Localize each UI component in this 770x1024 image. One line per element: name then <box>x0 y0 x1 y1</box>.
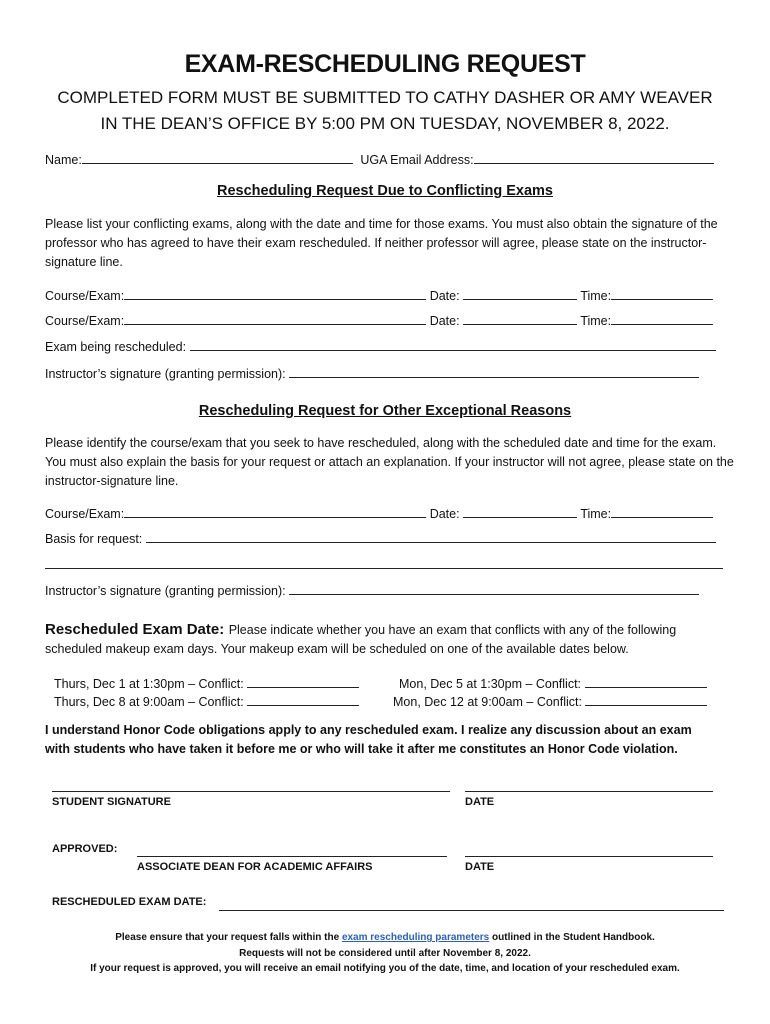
date-field-1[interactable] <box>463 286 577 300</box>
conflict-field-dec8[interactable] <box>247 692 359 706</box>
course-label: Course/Exam: <box>45 507 125 521</box>
associate-dean-label: ASSOCIATE DEAN FOR ACADEMIC AFFAIRS <box>137 861 373 873</box>
student-signature-label: STUDENT SIGNATURE <box>52 796 171 808</box>
footer-line-1-post: outlined in the Student Handbook. <box>492 932 655 943</box>
section3-text-2: scheduled makeup exam days. Your makeup exam will be scheduled on one of the available dates below. <box>45 642 629 656</box>
approved-label: APPROVED: <box>52 843 118 855</box>
course-exam-field-1[interactable] <box>124 286 426 300</box>
subtitle-line-1: COMPLETED FORM MUST BE SUBMITTED TO CATHY DASHER OR AMY WEAVER <box>57 88 713 107</box>
date-label: Date: <box>429 314 460 328</box>
footer-line-1 <box>0 932 770 943</box>
option-dec1 <box>54 674 359 691</box>
basis-row <box>45 529 716 546</box>
exam-rescheduling-parameters-link[interactable]: exam rescheduling parameters <box>341 932 490 943</box>
course-label: Course/Exam: <box>45 289 125 303</box>
time-label: Time: <box>580 507 612 521</box>
conflict-field-dec1[interactable] <box>247 674 359 688</box>
option-dec1-label: Thurs, Dec 1 at 1:30pm – Conflict: <box>54 677 244 691</box>
student-signature-field[interactable] <box>52 791 450 792</box>
section1-heading: Rescheduling Request Due to Conflicting Exams <box>217 183 553 199</box>
section2-paragraph: Please identify the course/exam that you seek to have rescheduled, along with the scheduled date and time for the exam. You must also explain the basis for your request or attach an explanation. If your instructor will not agree, please state on the instructor-signature line. <box>45 436 734 488</box>
option-dec8 <box>54 692 359 709</box>
time-label: Time: <box>580 289 612 303</box>
course-label: Course/Exam: <box>45 314 125 328</box>
time-label: Time: <box>580 314 612 328</box>
honor-code-line-1: I understand Honor Code obligations apply to any rescheduled exam. I realize any discussion about an exam <box>45 723 692 737</box>
name-field-row <box>45 150 714 167</box>
section2-heading: Rescheduling Request for Other Exceptional Reasons <box>198 403 572 419</box>
time-field-2[interactable] <box>611 311 713 325</box>
instructor-signature-row-2 <box>45 581 699 598</box>
exam-rescheduled-field[interactable] <box>190 337 716 351</box>
footer-line-3: If your request is approved, you will receive an email notifying you of the date, time, and location of your rescheduled exam. <box>90 963 680 974</box>
exam-rescheduled-row <box>45 337 716 354</box>
section3-heading: Rescheduled Exam Date: <box>45 621 225 638</box>
page-title: EXAM-RESCHEDULING REQUEST <box>184 50 586 78</box>
date-field-3[interactable] <box>463 504 577 518</box>
instructor-signature-label: Instructor’s signature (granting permission): <box>45 584 286 598</box>
subtitle-line-2: IN THE DEAN’S OFFICE BY 5:00 PM ON TUESDAY, NOVEMBER 8, 2022. <box>100 114 670 133</box>
instructor-signature-row-1 <box>45 364 699 381</box>
basis-field-continued[interactable] <box>45 568 723 569</box>
basis-label: Basis for request: <box>45 532 143 546</box>
rescheduled-exam-date-intro <box>45 621 676 639</box>
name-label: Name: <box>45 153 82 167</box>
course-exam-field-3[interactable] <box>124 504 426 518</box>
name-field[interactable] <box>82 150 353 164</box>
student-date-field[interactable] <box>465 791 713 792</box>
exceptional-row <box>45 504 713 521</box>
time-field-1[interactable] <box>611 286 713 300</box>
conflict-field-dec12[interactable] <box>585 692 707 706</box>
instructor-signature-label: Instructor’s signature (granting permission): <box>45 367 286 381</box>
conflict-field-dec5[interactable] <box>585 674 707 688</box>
option-dec12 <box>393 692 707 709</box>
conflict-row-1 <box>45 286 713 303</box>
section1-paragraph: Please list your conflicting exams, along with the date and time for those exams. You must also obtain the signature of the professor who has agreed to have their exam rescheduled. If neither professor will agree, please state on the instructor-signature line. <box>45 217 718 269</box>
course-exam-field-2[interactable] <box>124 311 426 325</box>
instructor-signature-field-2[interactable] <box>289 581 699 595</box>
rescheduled-exam-date-label: RESCHEDULED EXAM DATE: <box>52 896 207 908</box>
email-field[interactable] <box>474 150 714 164</box>
option-dec5-label: Mon, Dec 5 at 1:30pm – Conflict: <box>399 677 582 691</box>
option-dec12-label: Mon, Dec 12 at 9:00am – Conflict: <box>393 695 582 709</box>
instructor-signature-field-1[interactable] <box>289 364 699 378</box>
honor-code-line-2: with students who have taken it before me or who will take it after me constitutes an Honor Code violation. <box>45 742 678 756</box>
rescheduled-exam-date-field[interactable] <box>219 910 724 911</box>
date-label-1: DATE <box>465 796 495 808</box>
section3-text-1: Please indicate whether you have an exam that conflicts with any of the following <box>228 623 677 637</box>
basis-field[interactable] <box>146 529 716 543</box>
option-dec5 <box>399 674 707 691</box>
email-label: UGA Email Address: <box>360 153 474 167</box>
footer-line-2: Requests will not be considered until after November 8, 2022. <box>239 948 531 959</box>
date-field-2[interactable] <box>463 311 577 325</box>
date-label-2: DATE <box>465 861 495 873</box>
date-label: Date: <box>429 289 460 303</box>
exam-rescheduled-label: Exam being rescheduled: <box>45 340 187 354</box>
date-label: Date: <box>429 507 460 521</box>
time-field-3[interactable] <box>611 504 713 518</box>
dean-date-field[interactable] <box>465 856 713 857</box>
option-dec8-label: Thurs, Dec 8 at 9:00am – Conflict: <box>54 695 244 709</box>
dean-signature-field[interactable] <box>137 856 447 857</box>
footer-line-1-pre: Please ensure that your request falls within the <box>115 932 340 943</box>
conflict-row-2 <box>45 311 713 328</box>
